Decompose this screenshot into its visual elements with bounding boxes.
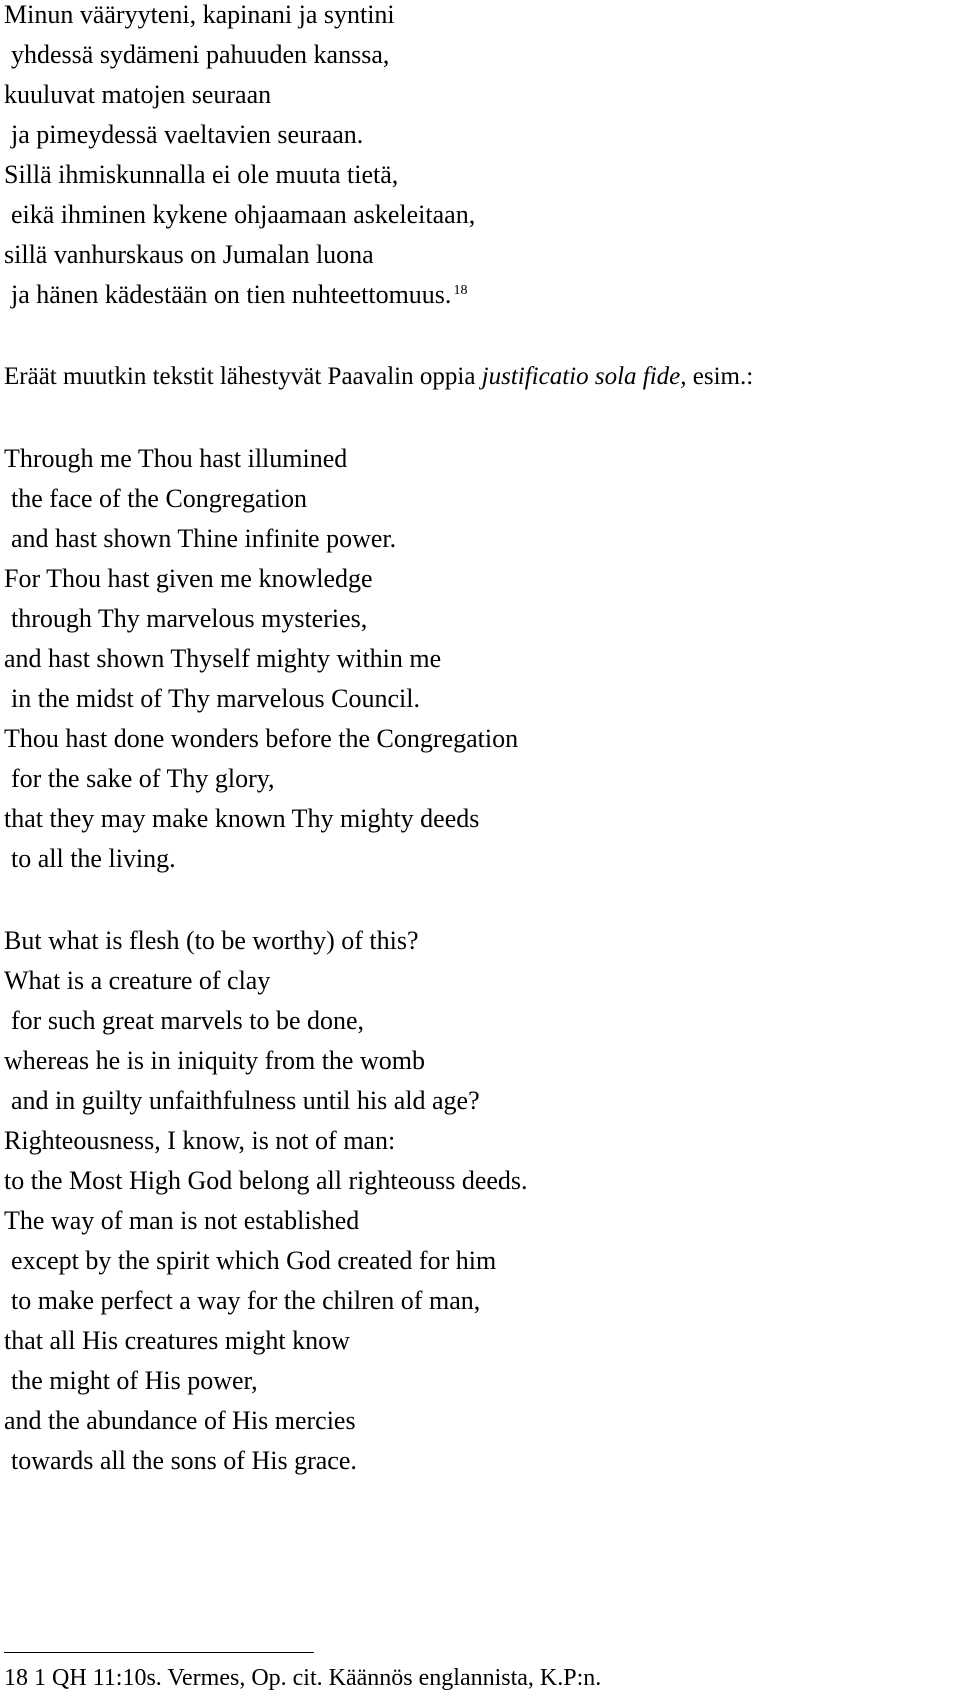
footnote-reference: 18 [453,283,468,298]
poem-line-text: ja hänen kädestään on tien nuhteettomuus. [11,280,452,309]
poem-line: to the Most High God belong all righteouss deeds. [4,1166,528,1195]
poem-line: for the sake of Thy glory, [11,764,275,793]
poem-line [11,280,467,310]
poem-line: the might of His power, [11,1366,258,1395]
poem-line: and hast shown Thyself mighty within me [4,644,442,673]
poem-line: in the midst of Thy marvelous Council. [11,684,420,713]
paragraph-text: Eräät muutkin tekstit lähestyvät Paavalin oppia [4,363,482,390]
footnote-text: 18 1 QH 11:10s. Vermes, Op. cit. Käännös englannista, K.P:n. [4,1665,602,1691]
poem-line: The way of man is not established [4,1206,360,1235]
poem-line: to make perfect a way for the chilren of man, [11,1286,481,1315]
poem-line: Through me Thou hast illumined [4,444,348,473]
poem-line: Thou hast done wonders before the Congregation [4,724,519,753]
footnote-divider [4,1652,314,1653]
poem-line: Minun vääryyteni, kapinani ja syntini [4,0,395,29]
poem-line: ja pimeydessä vaeltavien seuraan. [11,120,364,149]
poem-line: except by the spirit which God created for him [11,1246,497,1275]
poem-line: whereas he is in iniquity from the womb [4,1046,425,1075]
poem-line: for such great marvels to be done, [11,1006,365,1035]
intro-paragraph [4,362,753,392]
poem-line: eikä ihminen kykene ohjaamaan askeleitaan, [11,200,476,229]
poem-line: Righteousness, I know, is not of man: [4,1126,396,1155]
poem-line: that they may make known Thy mighty deeds [4,804,480,833]
poem-line: yhdessä sydämeni pahuuden kanssa, [11,40,390,69]
poem-line: that all His creatures might know [4,1326,350,1355]
paragraph-emphasis: justificatio sola fide, [481,363,687,390]
poem-line: sillä vanhurskaus on Jumalan luona [4,240,374,269]
poem-line: towards all the sons of His grace. [11,1446,357,1475]
poem-line: But what is flesh (to be worthy) of this? [4,926,419,955]
poem-line: through Thy marvelous mysteries, [11,604,368,633]
poem-line: and in guilty unfaithfulness until his ald age? [11,1086,480,1115]
poem-line: the face of the Congregation [11,484,307,513]
poem-line: and hast shown Thine infinite power. [11,524,397,553]
paragraph-text-end: esim.: [686,363,754,390]
poem-line: to all the living. [11,844,176,873]
poem-line: For Thou hast given me knowledge [4,564,373,593]
poem-line: Sillä ihmiskunnalla ei ole muuta tietä, [4,160,399,189]
poem-line: kuuluvat matojen seuraan [4,80,272,109]
poem-line: What is a creature of clay [4,966,271,995]
poem-line: and the abundance of His mercies [4,1406,356,1435]
